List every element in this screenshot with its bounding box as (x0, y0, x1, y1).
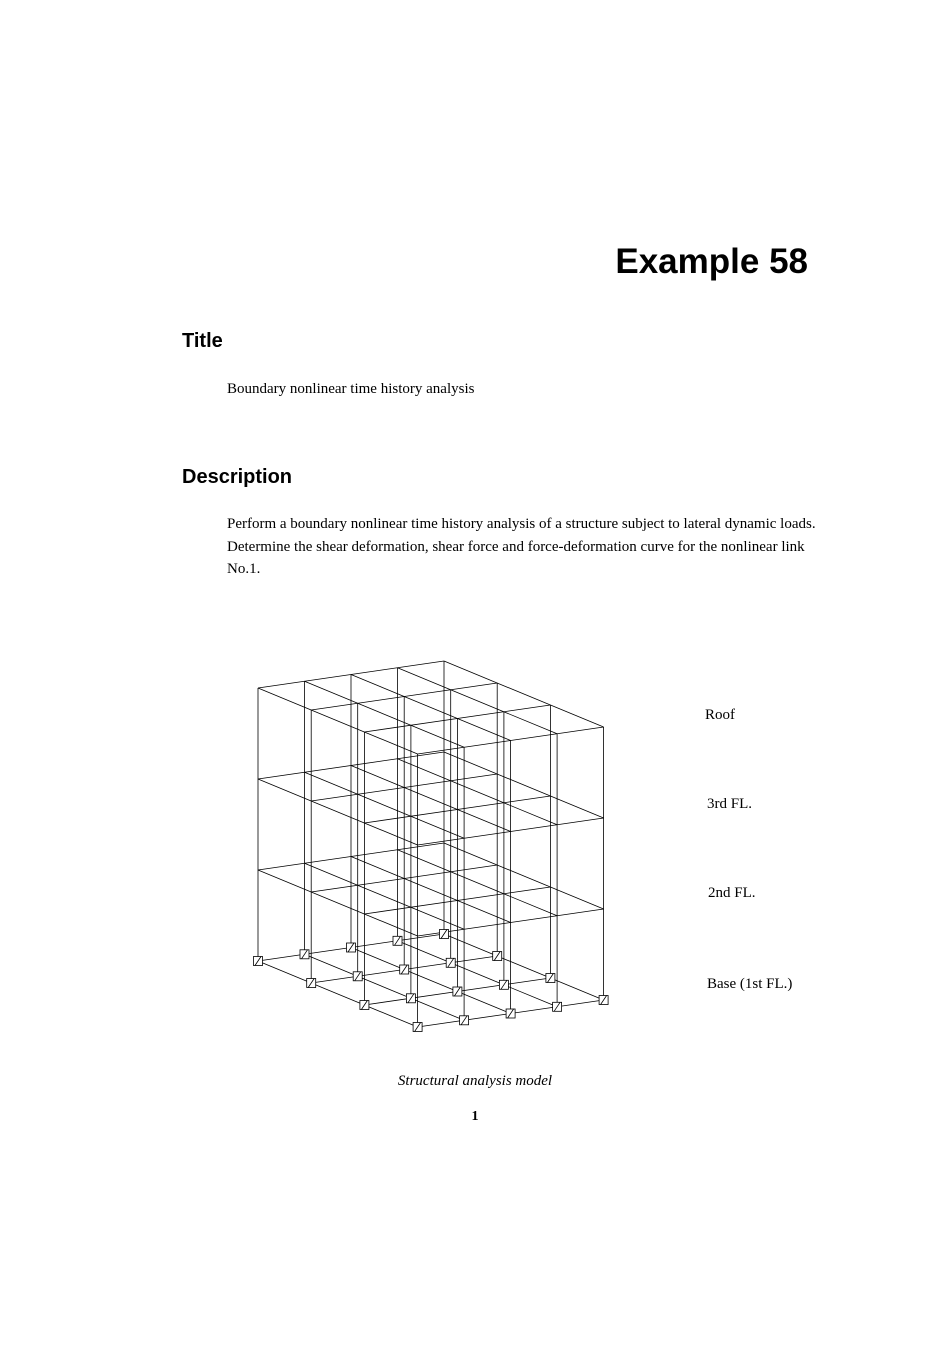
frame-wireframe (258, 661, 604, 1027)
description-body (227, 513, 817, 581)
level-label-2nd-fl: 2nd FL. (708, 885, 756, 901)
level-label-base: Base (1st FL.) (707, 976, 793, 992)
support-marker (553, 1002, 562, 1011)
support-marker (353, 972, 362, 981)
level-label-roof: Roof (705, 707, 735, 723)
support-marker (453, 987, 462, 996)
level-label-3rd-fl: 3rd FL. (707, 796, 752, 812)
example-title: Example 58 (615, 242, 808, 281)
description-paragraph-2: Determine the shear deformation, shear force and force-deformation curve for the nonlinear link No.1. (227, 538, 805, 577)
support-marker (300, 950, 309, 959)
support-marker (499, 980, 508, 989)
support-marker (446, 958, 455, 967)
support-marker (400, 965, 409, 974)
support-marker (506, 1009, 515, 1018)
support-marker (307, 979, 316, 988)
support-marker (599, 996, 608, 1005)
support-marker (254, 957, 263, 966)
description-paragraph-1: Perform a boundary nonlinear time history analysis of a structure subject to lateral dynamic loads. (227, 516, 816, 532)
support-marker (493, 952, 502, 961)
support-marker (440, 930, 449, 939)
support-marker (347, 943, 356, 952)
support-marker (460, 1016, 469, 1025)
support-marker (360, 1001, 369, 1010)
support-marker (406, 994, 415, 1003)
title-heading: Title (182, 330, 223, 352)
support-marker (546, 974, 555, 983)
structural-model-figure (240, 630, 820, 1050)
description-heading: Description (182, 466, 293, 488)
support-marker (393, 936, 402, 945)
figure-caption: Structural analysis model (397, 1073, 553, 1089)
page-number: 1 (471, 1109, 479, 1124)
title-text: Boundary nonlinear time history analysis (227, 381, 475, 397)
support-marker (413, 1023, 422, 1032)
